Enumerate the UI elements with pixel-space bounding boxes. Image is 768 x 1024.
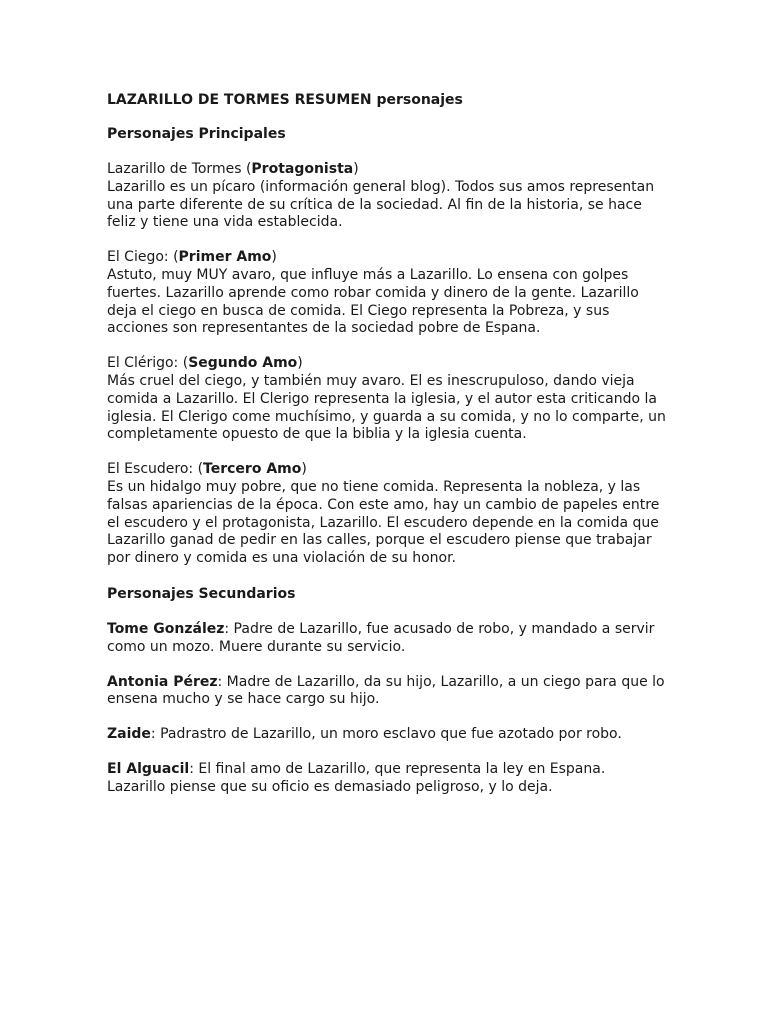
character-description: Más cruel del ciego, y también muy avaro. El es inescrupuloso, dando vieja comida a Lazarillo. El Clerigo representa la iglesia, y el autor esta criticando la iglesia. El Clerigo come muchísimo, y guarda a su comida, y no lo comparte, un completamente opuesto de que la biblia y la iglesia cuenta. — [107, 372, 666, 443]
character-close-paren: ) — [271, 249, 277, 266]
principal-heading: Personajes Principales — [107, 126, 286, 142]
secondary-character-tome — [107, 621, 667, 657]
character-role: Primer Amo — [178, 249, 272, 266]
character-entry-escudero — [107, 461, 667, 568]
secondary-character-alguacil — [107, 761, 667, 797]
secondary-character-antonia — [107, 674, 667, 710]
character-header — [107, 355, 667, 373]
character-description: Lazarillo es un pícaro (información general blog). Todos sus amos representan una parte diferente de su crítica de la sociedad. Al fin de la historia, se hace feliz y tiene una vida establecida. — [107, 178, 655, 231]
character-role: Segundo Amo — [188, 355, 298, 372]
character-header — [107, 161, 667, 179]
character-header — [107, 461, 667, 479]
character-description: Es un hidalgo muy pobre, que no tiene comida. Representa la nobleza, y las falsas apariencias de la época. Con este amo, hay un cambio de papeles entre el escudero y el protagonista, Lazarillo. El escudero depende en la comida que Lazarillo ganad de pedir en las calles, porque el escudero piense que trabajar por dinero y comida es una violación de su honor. — [107, 478, 660, 567]
character-description: : Padrastro de Lazarillo, un moro esclavo que fue azotado por robo. — [150, 726, 622, 743]
character-name: Tome González — [107, 620, 225, 637]
character-entry-lazarillo — [107, 161, 667, 232]
character-description: : Madre de Lazarillo, da su hijo, Lazarillo, a un ciego para que lo ensena mucho y se hace cargo su hijo. — [107, 673, 665, 708]
character-entry-clerigo — [107, 355, 667, 444]
character-close-paren: ) — [297, 355, 303, 372]
document-page — [107, 91, 667, 797]
character-close-paren: ) — [301, 461, 307, 478]
secondary-character-zaide — [107, 726, 667, 744]
character-description: : El final amo de Lazarillo, que representa la ley en Espana. Lazarillo piense que su oficio es demasiado peligroso, y lo deja. — [107, 760, 606, 795]
character-name: El Escudero: ( — [107, 461, 204, 478]
secondary-heading: Personajes Secundarios — [107, 585, 296, 602]
character-role: Tercero Amo — [203, 461, 302, 478]
character-name: El Clérigo: ( — [107, 355, 189, 372]
character-name: El Ciego: ( — [107, 249, 179, 266]
document-title: LAZARILLO DE TORMES RESUMEN personajes — [107, 92, 463, 108]
character-entry-ciego — [107, 249, 667, 338]
character-role: Protagonista — [251, 161, 354, 177]
character-close-paren: ) — [353, 161, 359, 177]
character-name: Lazarillo de Tormes ( — [107, 161, 252, 177]
character-name: El Alguacil — [107, 760, 190, 777]
character-description: : Padre de Lazarillo, fue acusado de robo, y mandado a servir como un mozo. Muere durante su servicio. — [107, 620, 655, 655]
character-name: Antonia Pérez — [107, 673, 218, 690]
character-description: Astuto, muy MUY avaro, que influye más a Lazarillo. Lo ensena con golpes fuertes. Lazarillo aprende como robar comida y dinero de la gente. Lazarillo deja el ciego en busca de comida. El Ciego representa la Pobreza, y sus acciones son representantes de la sociedad pobre de Espana. — [107, 266, 639, 337]
character-header — [107, 249, 667, 267]
character-name: Zaide — [107, 726, 151, 743]
